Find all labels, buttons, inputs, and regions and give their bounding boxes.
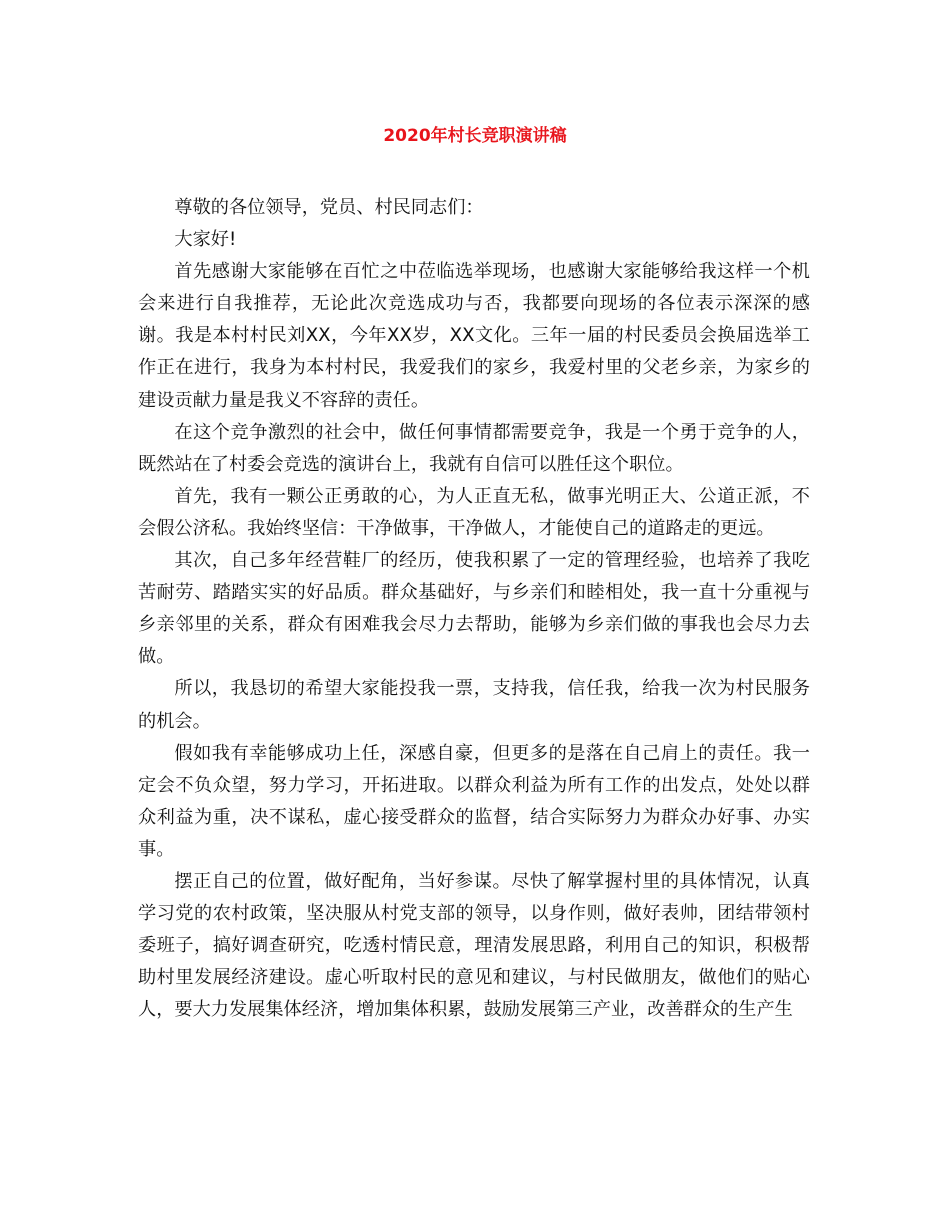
body-paragraph: 摆正自己的位置，做好配角，当好参谋。尽快了解掌握村里的具体情况，认真学习党的农村政策，坚决服从村党支部的领导，以身作则，做好表帅，团结带领村委班子，搞好调查研究，吃透村情民意，理清发展思路，利用自己的知识，积极帮助村里发展经济建设。虚心听取村民的意见和建议，与村民做朋友，做他们的贴心人，要大力发展集体经济，增加集体积累，鼓励发展第三产业，改善群众的生产生 <box>138 870 810 1021</box>
document-title: 2020年村长竞职演讲稿 <box>383 126 567 146</box>
body-paragraph: 首先，我有一颗公正勇敢的心，为人正直无私，做事光明正大、公道正派，不会假公济私。我始终坚信：干净做事，干净做人，才能使自己的道路走的更远。 <box>138 485 810 539</box>
greeting-paragraph: 大家好! <box>174 229 237 251</box>
document-body <box>138 192 810 1026</box>
salutation-paragraph: 尊敬的各位领导，党员、村民同志们： <box>174 197 484 218</box>
body-paragraph: 在这个竞争激烈的社会中，做任何事情都需要竞争，我是一个勇于竞争的人，既然站在了村委会竞选的演讲台上，我就有自信可以胜任这个职位。 <box>138 421 810 475</box>
body-paragraph: 所以，我恳切的希望大家能投我一票，支持我，信任我，给我一次为村民服务的机会。 <box>138 678 810 732</box>
body-paragraph: 假如我有幸能够成功上任，深感自豪，但更多的是落在自己肩上的责任。我一定会不负众望，努力学习，开拓进取。以群众利益为所有工作的出发点，处处以群众利益为重，决不谋私，虚心接受群众的监督，结合实际努力为群众办好事、办实事。 <box>138 742 810 860</box>
body-paragraph: 其次，自己多年经营鞋厂的经历，使我积累了一定的管理经验，也培养了我吃苦耐劳、踏踏实实的好品质。群众基础好，与乡亲们和睦相处，我一直十分重视与乡亲邻里的关系，群众有困难我会尽力去帮助，能够为乡亲们做的事我也会尽力去做。 <box>138 550 810 668</box>
body-paragraph: 首先感谢大家能够在百忙之中莅临选举现场，也感谢大家能够给我这样一个机会来进行自我推荐，无论此次竞选成功与否，我都要向现场的各位表示深深的感谢。我是本村村民刘XX，今年XX岁，XX文化。三年一届的村民委员会换届选举工作正在进行，我身为本村村民，我爱我们的家乡，我爱村里的父老乡亲，为家乡的建设贡献力量是我义不容辞的责任。 <box>138 261 810 411</box>
